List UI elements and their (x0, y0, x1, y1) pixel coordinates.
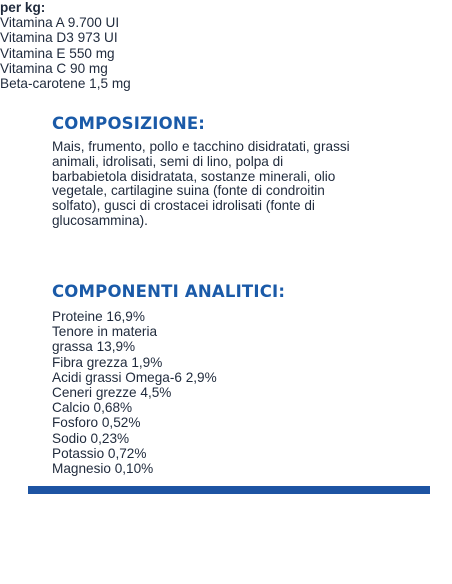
analytical-components-list (52, 309, 217, 476)
composition-text (52, 140, 412, 229)
component-item: Fibra grezza 1,9% (52, 354, 163, 370)
component-item: Sodio 0,23% (52, 430, 130, 446)
component-item: Potassio 0,72% (52, 445, 147, 461)
component-item: Fosforo 0,52% (52, 415, 141, 431)
component-item: Acidi grassi Omega-6 2,9% (52, 369, 217, 385)
composition-heading: COMPOSIZIONE: (52, 114, 206, 133)
vitamin-item: Vitamina A 9.700 UI (0, 15, 120, 31)
component-item: Ceneri grezze 4,5% (52, 385, 172, 401)
per-kg-label: per kg: (0, 0, 46, 15)
composition-line: glucosammina). (52, 212, 148, 228)
component-item: grassa 13,9% (52, 339, 136, 355)
composition-line: solfato), gusci di crostacei idrolisati (fonte di (52, 198, 315, 214)
vitamin-item: Vitamina E 550 mg (0, 45, 115, 61)
component-item: Tenore in materia (52, 324, 158, 340)
vitamins-list (0, 15, 452, 91)
vitamin-item: Vitamina C 90 mg (0, 60, 108, 76)
analytical-components-heading: COMPONENTI ANALITICI: (52, 282, 286, 301)
component-item: Proteine 16,9% (52, 309, 145, 324)
bottom-divider-bar (28, 486, 430, 494)
vitamin-item: Beta-carotene 1,5 mg (0, 76, 131, 92)
composition-line: vegetale, cartilagine suina (fonte di condroitin (52, 183, 325, 199)
composition-line: animali, idrolisati, semi di lino, polpa di (52, 153, 284, 169)
composition-line: Mais, frumento, pollo e tacchino disidratati, grassi (52, 139, 350, 154)
component-item: Calcio 0,68% (52, 400, 133, 416)
vitamin-item: Vitamina D3 973 UI (0, 30, 118, 46)
composition-line: barbabietola disidratata, sostanze minerali, olio (52, 168, 336, 184)
vitamins-block (0, 0, 452, 91)
component-item: Magnesio 0,10% (52, 461, 154, 477)
